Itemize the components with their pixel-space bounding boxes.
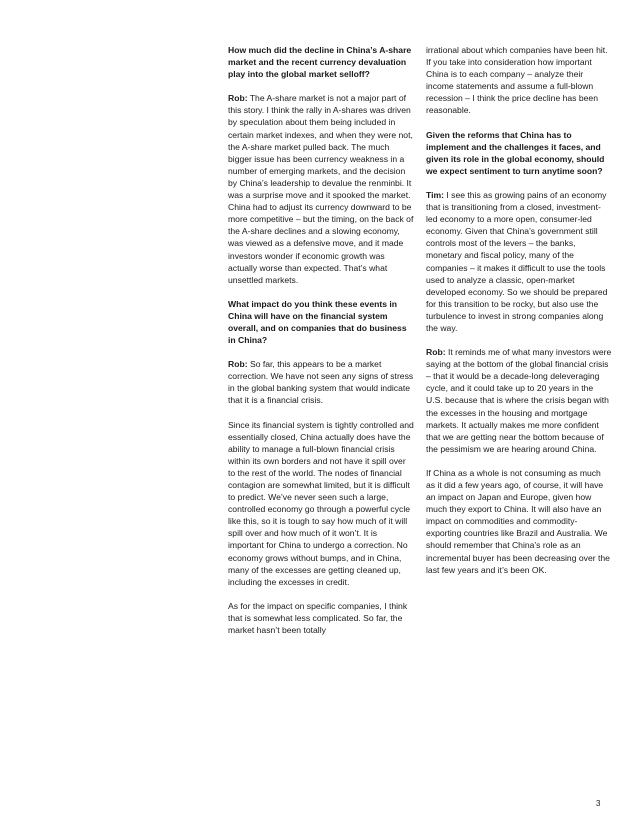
speaker-label: Tim: bbox=[426, 189, 444, 200]
page-number: 3 bbox=[596, 799, 601, 808]
body-paragraph: irrational about which companies have been hit. If you take into consideration how important China is to each company – analyze their income statements and assume a full-blown recession – I think the price decline has been reasonable. bbox=[426, 45, 608, 116]
question-heading: How much did the decline in China’s A-share market and the recent currency devaluation play into the global market selloff? bbox=[228, 45, 412, 80]
left-column bbox=[228, 44, 414, 648]
right-column bbox=[426, 44, 612, 588]
answer-text: I see this as growing pains of an economy that is transitioning from a closed, investment-led economy to a more open, consumer-led economy. Given that China’s government still controls most of the levers – the banks, monetary and fiscal policy, many of the companies – it makes it difficult to use the tools used to analyze a classic, open-market developed economy. So we should be prepared for this transition to be rocky, but also use the turbulence to invest in strong companies along the way. bbox=[426, 189, 608, 333]
body-paragraph: As for the impact on specific companies, I think that is somewhat less complicated. So far, the market hasn’t been totally bbox=[228, 600, 408, 636]
answer-paragraph bbox=[426, 346, 612, 455]
speaker-label: Rob: bbox=[228, 359, 248, 370]
question-heading: Given the reforms that China has to implement and the challenges it faces, and given its role in the global economy, should we expect sentiment to turn anytime soon? bbox=[426, 129, 605, 176]
body-paragraph: If China as a whole is not consuming as much as it did a few years ago, of course, it will have an impact on Japan and Europe, given how much they export to China. It will also have an impact on commodities and commodity-exporting countries like Brazil and Australia. We should remember that China’s role as an incremental buyer has been decreasing over the last few years and it’s been OK. bbox=[426, 467, 610, 575]
answer-paragraph bbox=[426, 189, 612, 334]
speaker-label: Rob: bbox=[228, 93, 248, 104]
speaker-label: Rob: bbox=[426, 347, 446, 358]
answer-paragraph bbox=[228, 358, 414, 406]
answer-text: So far, this appears to be a market correction. We have not seen any signs of stress in the global banking system that would indicate that it is a financial crisis. bbox=[228, 359, 414, 406]
question-heading: What impact do you think these events in China will have on the financial system overall, and on companies that do business in China? bbox=[228, 298, 407, 346]
answer-text: It reminds me of what many investors were saying at the bottom of the global financial crisis – that it would be a decade-long deleveraging cycle, and it could take up to 20 years in the U.S. because that is where the crisis began with the excesses in the housing and mortgage markets. It actually makes me more confident that we are getting near the bottom because of the pessimism we are hearing around China. bbox=[426, 347, 612, 454]
body-paragraph: Since its financial system is tightly controlled and essentially closed, China actually does have the ability to manage a full-blown financial crisis within its own borders and not have it spill over to the rest of the world. The nodes of financial contagion are somewhat limited, but it is difficult to predict. We’ve never seen such a large, controlled economy go through a powerful cycle like this, so it is tough to say how much of it will spill over and how much of it won’t. It is important for China to undergo a correction. No economy grows without bumps, and in China, many of the excesses are getting cleaned up, including the excesses in credit. bbox=[228, 419, 414, 587]
answer-paragraph bbox=[228, 92, 414, 286]
answer-text: The A-share market is not a major part of this story. I think the rally in A-shares was driven by speculation about them being included in certain market indexes, and when they were not, the A-share market pulled back. The much bigger issue has been currency weakness in a number of emerging markets, and the decision by China’s leadership to devalue the renminbi. It was a surprise move and it spooked the market. China had to adjust its currency downward to be more competitive – but the timing, on the back of the A-share declines and a slowing economy, was viewed as a defensive move, and it made investors wonder if economic growth was actually worse than expected. That’s what unsettled markets. bbox=[228, 93, 414, 285]
